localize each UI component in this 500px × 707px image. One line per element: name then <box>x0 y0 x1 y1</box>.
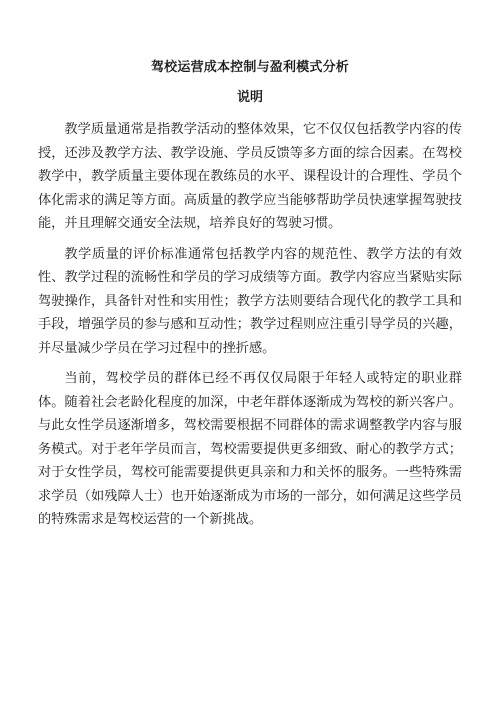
document-title: 驾校运营成本控制与盈利模式分析 <box>150 60 349 75</box>
section-heading: 说明 <box>236 90 263 105</box>
paragraph-3: 当前，驾校学员的群体已经不再仅仅局限于年轻人或特定的职业群体。随着社会老龄化程度的加深，中老年群体逐渐成为驾校的新兴客户。与此女性学员逐渐增多，驾校需要根据不同群体的需求调整教学内容与服务模式。对于老年学员而言，驾校需要提供更多细致、耐心的教学方式；对于女性学员，驾校可能需要提供更具亲和力和关怀的服务。一些特殊需求学员（如残障人士）也开始逐渐成为市场的一部分，如何满足这些学员的特殊需求是驾校运营的一个新挑战。 <box>38 371 462 527</box>
paragraph-1: 教学质量通常是指教学活动的整体效果，它不仅仅包括教学内容的传授，还涉及教学方法、教学设施、学员反馈等多方面的综合因素。在驾校教学中，教学质量主要体现在教练员的水平、课程设计的合理性、学员个体化需求的满足等方面。高质量的教学应当能够帮助学员快速掌握驾驶技能，并且理解交通安全法规，培养良好的驾驶习惯。 <box>38 122 462 231</box>
paragraph-2: 教学质量的评价标准通常包括教学内容的规范性、教学方法的有效性、教学过程的流畅性和学员的学习成绩等方面。教学内容应当紧贴实际驾驶操作，具备针对性和实用性；教学方法则要结合现代化的教学工具和手段，增强学员的参与感和互动性；教学过程则应注重引导学员的兴趣，并尽量减少学员在学习过程中的挫折感。 <box>38 246 462 356</box>
